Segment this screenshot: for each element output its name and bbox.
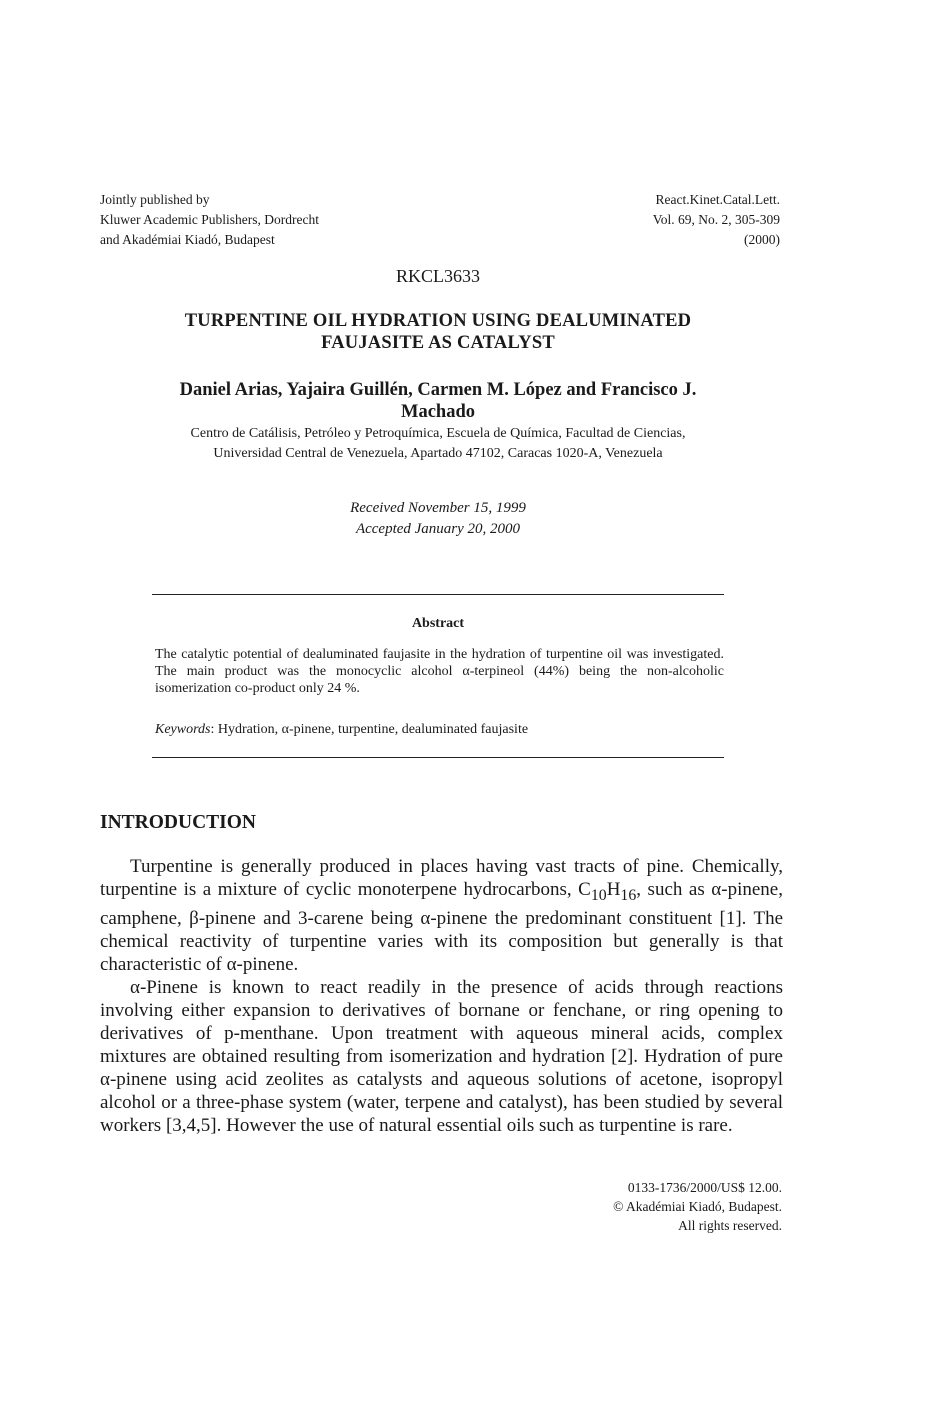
title-line: TURPENTINE OIL HYDRATION USING DEALUMINATED xyxy=(184,311,692,331)
keywords xyxy=(155,721,724,738)
abstract-heading: Abstract xyxy=(411,616,465,631)
abstract-text: The catalytic potential of dealuminated faujasite in the hydration of turpentine oil was investigated. The main product was the monocyclic alcohol α-terpineol (44%) being the non-alcoholic isomerization co-product only 24 %. xyxy=(155,647,724,696)
accepted-date: Accepted January 20, 2000 xyxy=(355,521,521,537)
publisher-block xyxy=(100,190,319,250)
keywords-label: Keywords xyxy=(155,722,211,737)
intro-p1-text: H xyxy=(606,879,621,900)
publisher-line: Kluwer Academic Publishers, Dordrecht xyxy=(100,212,319,227)
abstract-bottom-rule xyxy=(152,757,724,758)
journal-line: React.Kinet.Catal.Lett. xyxy=(655,192,780,207)
submission-dates xyxy=(100,498,776,540)
subscript: 10 xyxy=(590,886,607,904)
footer-line: 0133-1736/2000/US$ 12.00. xyxy=(627,1180,782,1195)
journal-citation-block xyxy=(653,190,780,250)
publisher-line: and Akadémiai Kiadó, Budapest xyxy=(100,232,275,247)
affiliation-line: Centro de Catálisis, Petróleo y Petroquímica, Escuela de Química, Facultad de Ciencias, xyxy=(190,426,686,441)
affiliation-line: Universidad Central de Venezuela, Apartado 47102, Caracas 1020-A, Venezuela xyxy=(213,446,663,461)
received-date: Received November 15, 1999 xyxy=(350,500,526,516)
keywords-list: : Hydration, α-pinene, turpentine, dealuminated faujasite xyxy=(210,722,529,737)
publisher-line: Jointly published by xyxy=(100,192,210,207)
article-code: RKCL3633 xyxy=(395,266,480,286)
intro-paragraph-1 xyxy=(100,855,783,976)
subscript: 16 xyxy=(620,886,637,904)
copyright-footer xyxy=(613,1178,782,1235)
affiliation xyxy=(100,424,776,464)
footer-line: © Akadémiai Kiadó, Budapest. xyxy=(613,1199,782,1214)
intro-p1-text: Turpentine is generally produced in places having vast tracts of pine. Chemically, turpentine is a mixture of cyclic monoterpene hydrocarbons, C xyxy=(100,856,783,900)
introduction-body xyxy=(100,855,783,1137)
footer-line: All rights reserved. xyxy=(678,1218,782,1233)
intro-paragraph-2: α-Pinene is known to react readily in the presence of acids through reactions involving either expansion to derivatives of bornane or fenchane, or ring opening to derivatives of p-menthane. Upon treatment with aqueous mineral acids, complex mixtures are obtained resulting from isomerization and hydration [2]. Hydration of pure α-pinene using acid zeolites as catalysts and aqueous solutions of acetone, isopropyl alcohol or a three-phase system (water, terpene and catalyst), has been studied by several workers [3,4,5]. However the use of natural essential oils such as turpentine is rare. xyxy=(100,976,783,1136)
paper-title xyxy=(100,310,776,354)
intro-p1-text: , such as α-pinene, camphene, β-pinene and 3-carene being α-pinene the predominant constituent [1]. The chemical reactivity of turpentine varies with its composition but generally is that characteristic of α-pinene. xyxy=(100,879,783,975)
introduction-heading: INTRODUCTION xyxy=(100,812,257,833)
authors-line: Daniel Arias, Yajaira Guillén, Carmen M. López and Francisco J. xyxy=(179,380,697,400)
title-line: FAUJASITE AS CATALYST xyxy=(321,333,555,353)
author-list xyxy=(100,379,776,423)
abstract-top-rule xyxy=(152,594,724,595)
journal-line: Vol. 69, No. 2, 305-309 xyxy=(652,212,780,227)
journal-line: (2000) xyxy=(744,232,780,247)
authors-line: Machado xyxy=(401,402,475,422)
